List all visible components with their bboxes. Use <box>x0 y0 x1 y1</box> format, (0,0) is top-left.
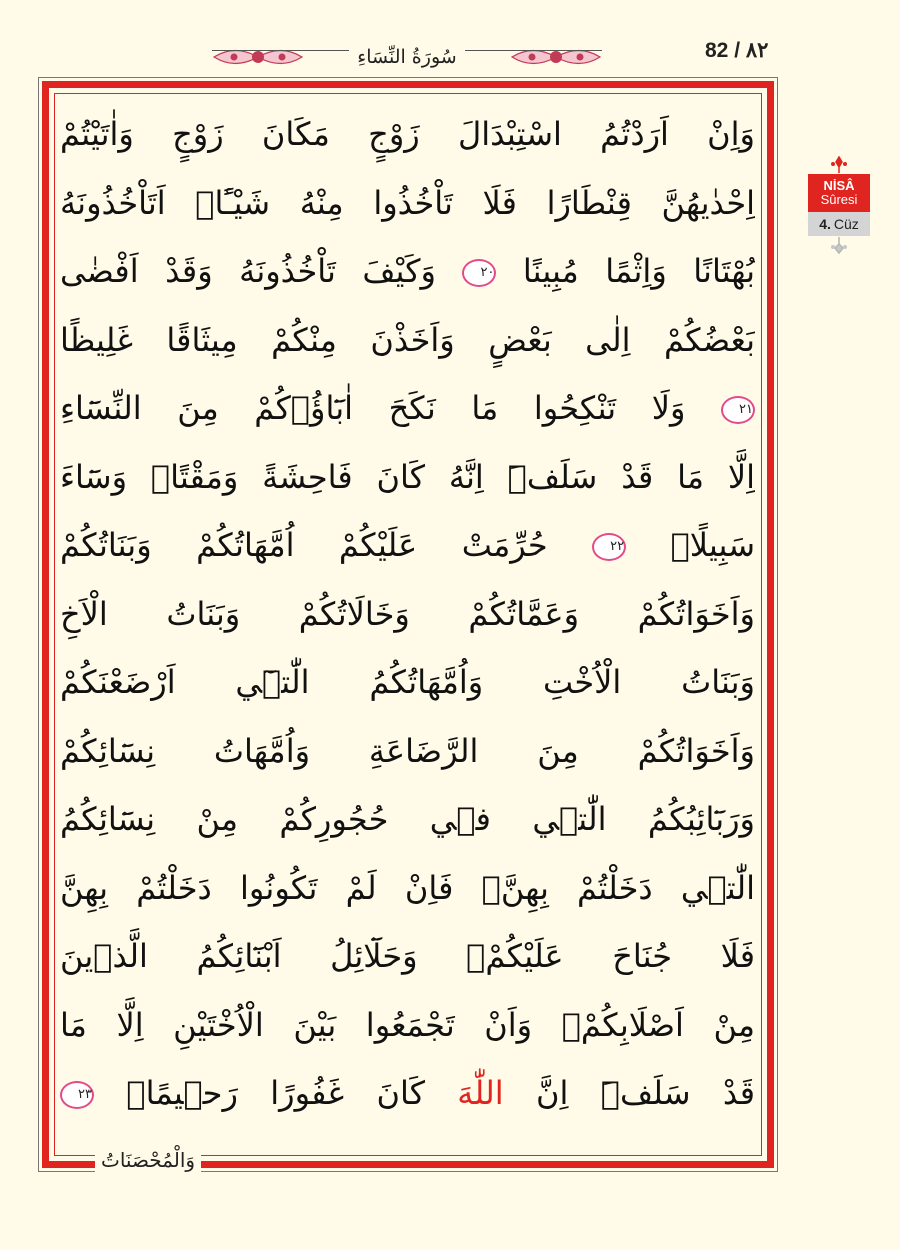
ayah-number-marker: ٢٢ <box>592 533 626 561</box>
verse-text: قَدْ سَلَفَۜ اِنَّ <box>503 1074 755 1112</box>
surah-title: سُورَةُ النِّسَاءِ <box>349 46 464 68</box>
tab-top-ornament-icon <box>829 156 849 174</box>
verse-text: الّٰت۪ي دَخَلْتُمْ بِهِنَّۘ فَاِنْ لَمْ تَكُونُوا دَخَلْتُمْ بِهِنَّ <box>60 868 755 907</box>
quran-line <box>60 648 755 717</box>
juz-number: 4. <box>819 216 831 232</box>
quran-text-block <box>60 100 755 1128</box>
ayah-number-marker: ٢٠ <box>462 259 496 287</box>
sura-tab[interactable] <box>808 156 870 256</box>
sura-name: NİSÂ <box>823 177 855 193</box>
quran-line <box>60 100 755 169</box>
verse-text: كَانَ غَفُورًا رَح۪يمًاۙ <box>94 1074 458 1112</box>
juz-badge <box>808 212 870 236</box>
quran-line <box>60 854 755 923</box>
verse-text: حُرِّمَتْ عَلَيْكُمْ اُمَّهَاتُكُمْ وَبَنَاتُكُمْ <box>60 526 593 564</box>
verse-text: بُهْتَانًا وَاِثْمًا مُبِينًا <box>496 252 755 290</box>
quran-line <box>60 717 755 786</box>
surah-header <box>212 38 602 76</box>
catchword: وَالْمُحْصَنَاتُ <box>95 1148 201 1172</box>
quran-line <box>60 511 755 580</box>
ayah-number-marker: ٢١ <box>721 396 755 424</box>
ayah-number-marker: ٢٣ <box>60 1081 94 1109</box>
verse-text: بَعْضُكُمْ اِلٰى بَعْضٍ وَاَخَذْنَ مِنْكُمْ مِيثَاقًا غَلِيظًا <box>60 320 755 359</box>
quran-line <box>60 785 755 854</box>
left-floral-ornament-icon <box>212 42 304 72</box>
quran-line <box>60 1059 755 1128</box>
juz-label: Cüz <box>833 216 859 232</box>
quran-line <box>60 922 755 991</box>
verse-text: وَاَخَوَاتُكُمْ مِنَ الرَّضَاعَةِ وَاُمَّهَاتُ نِسَٓائِكُمْ <box>60 731 755 770</box>
sura-subtitle: Sûresi <box>820 192 858 207</box>
quran-line <box>60 237 755 306</box>
quran-line <box>60 306 755 375</box>
verse-text: وَكَيْفَ تَاْخُذُونَهُ وَقَدْ اَفْضٰى <box>60 252 463 290</box>
verse-text: وَاِنْ اَرَدْتُمُ اسْتِبْدَالَ زَوْجٍ مَكَانَ زَوْجٍ وَاٰتَيْتُمْ <box>60 115 755 153</box>
quran-line <box>60 991 755 1060</box>
quran-line <box>60 580 755 649</box>
quran-line <box>60 443 755 512</box>
verse-text: اِحْدٰيهُنَّ قِنْطَارًا فَلَا تَاْخُذُوا مِنْهُ شَيْـًٔاۜ اَتَاْخُذُونَهُ <box>60 183 755 222</box>
page-number: 82 / ٨٢ <box>705 39 769 62</box>
tab-bottom-ornament-icon <box>829 236 849 256</box>
verse-text: وَلَا تَنْكِحُوا مَا نَكَحَ اٰبَٓاؤُ۬كُمْ مِنَ النِّسَٓاءِ <box>60 389 721 427</box>
right-floral-ornament-icon <box>510 42 602 72</box>
verse-text: وَاَخَوَاتُكُمْ وَعَمَّاتُكُمْ وَخَالَاتُكُمْ وَبَنَاتُ الْاَخِ <box>60 594 755 633</box>
quran-line <box>60 374 755 443</box>
verse-text: وَرَبَٓائِبُكُمُ الّٰت۪ي ف۪ي حُجُورِكُمْ مِنْ نِسَٓائِكُمُ <box>60 800 755 838</box>
divine-name: اللّٰهَ <box>457 1074 504 1112</box>
verse-text: اِلَّا مَا قَدْ سَلَفَۜ اِنَّهُ كَانَ فَاحِشَةً وَمَقْتًاۜ وَسَٓاءَ <box>60 457 755 496</box>
quran-line <box>60 169 755 238</box>
sura-name-badge <box>808 174 870 212</box>
verse-text: سَبِيلًا۟ <box>626 526 755 564</box>
verse-text: فَلَا جُنَاحَ عَلَيْكُمْۘ وَحَلَٓائِلُ اَبْنَٓائِكُمُ الَّذ۪ينَ <box>60 937 755 975</box>
verse-text: وَبَنَاتُ الْاُخْتِ وَاُمَّهَاتُكُمُ الّٰت۪ٓي اَرْضَعْنَكُمْ <box>60 663 755 701</box>
verse-text: مِنْ اَصْلَابِكُمْۙ وَاَنْ تَجْمَعُوا بَيْنَ الْاُخْتَيْنِ اِلَّا مَا <box>60 1005 755 1044</box>
